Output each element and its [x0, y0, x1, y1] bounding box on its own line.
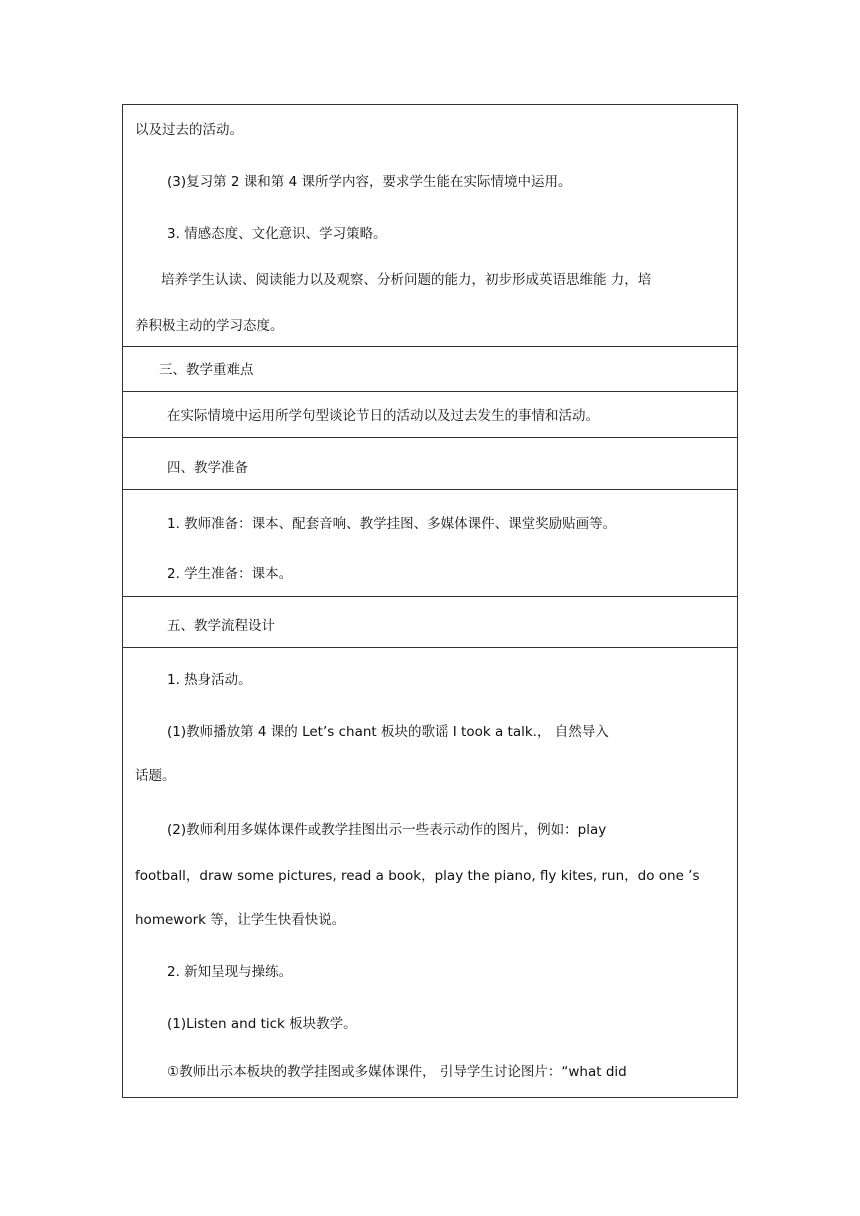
text-line: football，draw some pictures, read a book，play the piano, fly kites, run，do one ’s: [135, 868, 700, 884]
list-item: 1. 热身活动。: [167, 672, 252, 688]
text-line: 3. 情感态度、文化意识、学习策略。: [167, 226, 387, 242]
row-divider: [123, 647, 737, 648]
text-line: 养积极主动的学习态度。: [135, 318, 284, 334]
section-heading: 五、教学流程设计: [167, 618, 275, 634]
text-line: 在实际情境中运用所学句型谈论节日的活动以及过去发生的事情和活动。: [167, 408, 599, 424]
row-divider: [123, 346, 737, 347]
list-item: 2. 学生准备：课本。: [167, 566, 293, 582]
row-divider: [123, 489, 737, 490]
text-line: homework 等，让学生快看快说。: [135, 912, 346, 928]
text-line: 以及过去的活动。: [135, 122, 243, 138]
row-divider: [123, 437, 737, 438]
text-line: (2)教师利用多媒体课件或教学挂图出示一些表示动作的图片，例如：play: [167, 822, 607, 838]
text-line: (1)教师播放第 4 课的 Let’s chant 板块的歌谣 I took a talk.， 自然导入: [167, 724, 609, 740]
section-heading: 三、教学重难点: [159, 362, 254, 378]
text-line: (1)Listen and tick 板块教学。: [167, 1016, 357, 1032]
text-line: 培养学生认读、阅读能力以及观察、分析问题的能力，初步形成英语思维能 力，培: [161, 272, 652, 288]
section-heading: 四、教学准备: [167, 460, 248, 476]
lesson-plan-table: [122, 104, 738, 1098]
text-line: ①教师出示本板块的教学挂图或多媒体课件， 引导学生讨论图片：“what did: [167, 1064, 627, 1080]
list-item: 2. 新知呈现与操练。: [167, 964, 293, 980]
list-item: 1. 教师准备：课本、配套音响、教学挂图、多媒体课件、课堂奖励贴画等。: [167, 516, 617, 532]
text-line: 话题。: [135, 768, 176, 784]
row-divider: [123, 596, 737, 597]
text-line: (3)复习第 2 课和第 4 课所学内容，要求学生能在实际情境中运用。: [167, 174, 572, 190]
row-divider: [123, 391, 737, 392]
